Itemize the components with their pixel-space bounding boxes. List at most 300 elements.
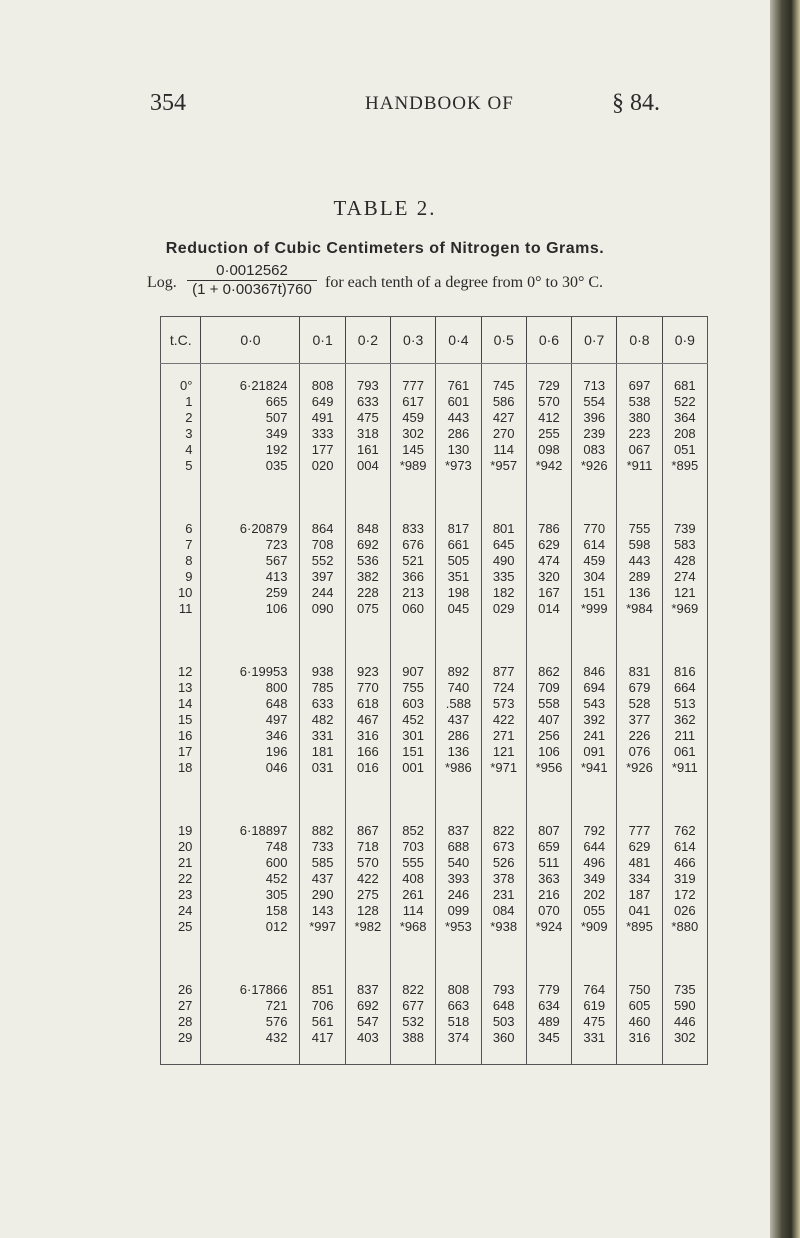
spacer-cell [161, 935, 201, 982]
temperature-cell: 3 [161, 426, 201, 442]
temperature-cell: 13 [161, 680, 201, 696]
spacer-cell [345, 474, 390, 521]
log-value-cell: 046 [201, 760, 300, 776]
spacer-cell [161, 617, 201, 664]
log-value-cell: 526 [481, 855, 526, 871]
log-value-cell: 181 [300, 744, 345, 760]
table-row [161, 919, 708, 935]
log-value-cell: 090 [300, 601, 345, 617]
log-value-cell: 331 [300, 728, 345, 744]
column-header: 0·2 [345, 317, 390, 364]
log-value-cell: 098 [526, 442, 571, 458]
log-value-cell: 143 [300, 903, 345, 919]
log-value-cell: 938 [300, 664, 345, 680]
spacer-cell [300, 776, 345, 823]
log-value-cell: 316 [617, 1030, 662, 1065]
log-value-cell: 360 [481, 1030, 526, 1065]
log-value-cell: 634 [526, 998, 571, 1014]
spacer-cell [161, 776, 201, 823]
spacer-cell [391, 776, 436, 823]
log-value-cell: 305 [201, 887, 300, 903]
log-value-cell: 877 [481, 664, 526, 680]
log-value-cell: 075 [345, 601, 390, 617]
spacer-cell [201, 617, 300, 664]
log-value-cell: 228 [345, 585, 390, 601]
spacer-cell [436, 617, 481, 664]
log-value-cell: 708 [300, 537, 345, 553]
log-value-cell: 437 [300, 871, 345, 887]
log-value-cell: 570 [345, 855, 390, 871]
log-value-cell: 320 [526, 569, 571, 585]
log-value-cell: 004 [345, 458, 390, 474]
log-value-cell: 629 [526, 537, 571, 553]
spacer-cell [201, 776, 300, 823]
log-value-cell: 663 [436, 998, 481, 1014]
spacer-cell [345, 935, 390, 982]
column-header: 0·6 [526, 317, 571, 364]
temperature-cell: 11 [161, 601, 201, 617]
formula-prefix: Log. [147, 274, 177, 291]
log-value-cell: 733 [300, 839, 345, 855]
log-value-cell: 723 [201, 537, 300, 553]
spacer-cell [526, 617, 571, 664]
log-value-cell: 745 [481, 378, 526, 394]
running-head [150, 90, 660, 130]
log-value-cell: 688 [436, 839, 481, 855]
group-spacer [161, 776, 708, 823]
table-row [161, 537, 708, 553]
log-value-cell: 380 [617, 410, 662, 426]
log-value-cell: 067 [617, 442, 662, 458]
log-value-cell: 807 [526, 823, 571, 839]
formula-numerator: 0·0012562 [187, 262, 317, 281]
log-value-cell: *938 [481, 919, 526, 935]
log-value-cell: 645 [481, 537, 526, 553]
log-value-cell: 459 [572, 553, 617, 569]
log-value-cell: *911 [617, 458, 662, 474]
log-value-cell: 538 [617, 394, 662, 410]
log-value-cell: *969 [662, 601, 707, 617]
log-value-cell: 270 [481, 426, 526, 442]
temperature-cell: 18 [161, 760, 201, 776]
log-value-cell: 573 [481, 696, 526, 712]
log-value-cell: 151 [572, 585, 617, 601]
table-row [161, 378, 708, 394]
log-value-cell: 618 [345, 696, 390, 712]
log-value-cell: 076 [617, 744, 662, 760]
log-value-cell: 518 [436, 1014, 481, 1030]
log-value-cell: 522 [662, 394, 707, 410]
spacer-cell [436, 474, 481, 521]
log-value-cell: 800 [201, 680, 300, 696]
log-value-cell: 664 [662, 680, 707, 696]
log-value-cell: 718 [345, 839, 390, 855]
log-value-cell: 614 [572, 537, 617, 553]
spacer-cell [436, 935, 481, 982]
log-value-cell: 226 [617, 728, 662, 744]
log-value-cell: 393 [436, 871, 481, 887]
log-value-cell: 862 [526, 664, 571, 680]
log-value-cell: 665 [201, 394, 300, 410]
table-row [161, 903, 708, 919]
log-value-cell: 099 [436, 903, 481, 919]
log-value-cell: 364 [662, 410, 707, 426]
temperature-cell: 19 [161, 823, 201, 839]
log-value-cell: 770 [345, 680, 390, 696]
temperature-cell: 6 [161, 521, 201, 537]
table-row [161, 410, 708, 426]
table-row [161, 1030, 708, 1065]
spacer-cell [572, 364, 617, 379]
log-value-cell: 256 [526, 728, 571, 744]
log-value-cell: 709 [526, 680, 571, 696]
log-value-cell: 673 [481, 839, 526, 855]
spacer-cell [481, 474, 526, 521]
spacer-cell [300, 364, 345, 379]
temperature-cell: 29 [161, 1030, 201, 1065]
page-edge [770, 0, 800, 1238]
table-row [161, 394, 708, 410]
spacer-cell [526, 364, 571, 379]
log-value-cell: 128 [345, 903, 390, 919]
log-value-cell: 407 [526, 712, 571, 728]
column-header: 0·4 [436, 317, 481, 364]
log-value-cell: 785 [300, 680, 345, 696]
log-value-cell: 474 [526, 553, 571, 569]
log-value-cell: 679 [617, 680, 662, 696]
log-value-cell: 540 [436, 855, 481, 871]
log-value-cell: 867 [345, 823, 390, 839]
log-value-cell: *895 [662, 458, 707, 474]
temperature-cell: 28 [161, 1014, 201, 1030]
log-value-cell: 290 [300, 887, 345, 903]
log-value-cell: 777 [617, 823, 662, 839]
log-value-cell: 432 [201, 1030, 300, 1065]
log-value-cell: 289 [617, 569, 662, 585]
log-value-cell: 692 [345, 998, 390, 1014]
log-value-cell: 779 [526, 982, 571, 998]
log-value-cell: 255 [526, 426, 571, 442]
log-value-cell: 793 [345, 378, 390, 394]
temperature-cell: 26 [161, 982, 201, 998]
log-value-cell: 677 [391, 998, 436, 1014]
log-value-cell: 6·21824 [201, 378, 300, 394]
log-value-cell: 761 [436, 378, 481, 394]
log-value-cell: 923 [345, 664, 390, 680]
log-value-cell: *989 [391, 458, 436, 474]
log-value-cell: *911 [662, 760, 707, 776]
log-value-cell: 437 [436, 712, 481, 728]
log-value-cell: 503 [481, 1014, 526, 1030]
temperature-cell: 9 [161, 569, 201, 585]
log-value-cell: 555 [391, 855, 436, 871]
log-value-cell: 246 [436, 887, 481, 903]
spacer-cell [436, 364, 481, 379]
log-value-cell: 060 [391, 601, 436, 617]
log-value-cell: 208 [662, 426, 707, 442]
log-value-cell: 349 [201, 426, 300, 442]
group-spacer [161, 617, 708, 664]
temperature-cell: 16 [161, 728, 201, 744]
spacer-cell [617, 776, 662, 823]
column-header: 0·1 [300, 317, 345, 364]
log-value-cell: 750 [617, 982, 662, 998]
log-value-cell: *953 [436, 919, 481, 935]
log-value-cell: 583 [662, 537, 707, 553]
log-value-cell: 466 [662, 855, 707, 871]
log-value-cell: 001 [391, 760, 436, 776]
spacer-cell [662, 935, 707, 982]
log-value-cell: 786 [526, 521, 571, 537]
table-row [161, 442, 708, 458]
log-value-cell: 547 [345, 1014, 390, 1030]
log-value-cell: 713 [572, 378, 617, 394]
log-value-cell: 6·18897 [201, 823, 300, 839]
temperature-cell: 24 [161, 903, 201, 919]
log-value-cell: 301 [391, 728, 436, 744]
log-value-cell: .588 [436, 696, 481, 712]
log-value-cell: 561 [300, 1014, 345, 1030]
formula-denominator: (1 + 0·00367t)760 [192, 281, 312, 298]
log-value-cell: 443 [617, 553, 662, 569]
log-value-cell: 681 [662, 378, 707, 394]
log-value-cell: 114 [481, 442, 526, 458]
log-value-cell: 241 [572, 728, 617, 744]
log-value-cell: 121 [662, 585, 707, 601]
log-value-cell: 136 [617, 585, 662, 601]
log-value-cell: 345 [526, 1030, 571, 1065]
log-value-cell: 603 [391, 696, 436, 712]
spacer-cell [345, 617, 390, 664]
log-value-cell: 558 [526, 696, 571, 712]
temperature-cell: 25 [161, 919, 201, 935]
table-row [161, 728, 708, 744]
log-value-cell: *986 [436, 760, 481, 776]
table-row [161, 1014, 708, 1030]
log-value-cell: 428 [662, 553, 707, 569]
spacer-cell [201, 935, 300, 982]
table-row [161, 696, 708, 712]
group-spacer [161, 364, 708, 379]
log-value-cell: 739 [662, 521, 707, 537]
spacer-cell [572, 935, 617, 982]
log-value-cell: 648 [201, 696, 300, 712]
log-value-cell: 026 [662, 903, 707, 919]
spacer-cell [481, 617, 526, 664]
log-value-cell: 605 [617, 998, 662, 1014]
log-value-cell: *909 [572, 919, 617, 935]
log-value-cell: 475 [345, 410, 390, 426]
spacer-cell [345, 776, 390, 823]
log-value-cell: 755 [617, 521, 662, 537]
log-value-cell: 600 [201, 855, 300, 871]
log-value-cell: 166 [345, 744, 390, 760]
log-value-cell: 020 [300, 458, 345, 474]
spacer-cell [526, 474, 571, 521]
log-value-cell: 213 [391, 585, 436, 601]
temperature-cell: 22 [161, 871, 201, 887]
table-row [161, 823, 708, 839]
log-value-cell: 362 [662, 712, 707, 728]
log-value-cell: *999 [572, 601, 617, 617]
spacer-cell [201, 474, 300, 521]
log-value-cell: 045 [436, 601, 481, 617]
spacer-cell [662, 474, 707, 521]
log-value-cell: 187 [617, 887, 662, 903]
log-value-cell: 543 [572, 696, 617, 712]
spacer-cell [617, 474, 662, 521]
log-value-cell: 661 [436, 537, 481, 553]
temperature-cell: 8 [161, 553, 201, 569]
log-value-cell: 041 [617, 903, 662, 919]
log-value-cell: 892 [436, 664, 481, 680]
table-row [161, 839, 708, 855]
spacer-cell [662, 617, 707, 664]
log-value-cell: 619 [572, 998, 617, 1014]
group-spacer [161, 935, 708, 982]
log-value-cell: 567 [201, 553, 300, 569]
log-value-cell: 822 [481, 823, 526, 839]
column-header: 0·5 [481, 317, 526, 364]
temperature-cell: 21 [161, 855, 201, 871]
group-spacer [161, 474, 708, 521]
log-value-cell: 130 [436, 442, 481, 458]
log-value-cell: 335 [481, 569, 526, 585]
column-header: 0·0 [201, 317, 300, 364]
log-value-cell: 346 [201, 728, 300, 744]
log-value-cell: 764 [572, 982, 617, 998]
spacer-cell [617, 364, 662, 379]
log-value-cell: 735 [662, 982, 707, 998]
table-row [161, 760, 708, 776]
log-value-cell: 302 [662, 1030, 707, 1065]
spacer-cell [526, 935, 571, 982]
spacer-cell [572, 474, 617, 521]
table-row [161, 426, 708, 442]
log-value-cell: 697 [617, 378, 662, 394]
spacer-cell [662, 364, 707, 379]
table-row [161, 521, 708, 537]
log-value-cell: 318 [345, 426, 390, 442]
log-value-cell: 837 [345, 982, 390, 998]
log-value-cell: 377 [617, 712, 662, 728]
log-value-cell: 491 [300, 410, 345, 426]
log-value-cell: 692 [345, 537, 390, 553]
formula-suffix: for each tenth of a degree from 0° to 30° C. [325, 274, 604, 291]
log-value-cell: 397 [300, 569, 345, 585]
spacer-cell [300, 935, 345, 982]
running-title: HANDBOOK OF [365, 93, 514, 114]
log-value-cell: 475 [572, 1014, 617, 1030]
log-value-cell: 511 [526, 855, 571, 871]
log-value-cell: 590 [662, 998, 707, 1014]
log-value-cell: 413 [201, 569, 300, 585]
log-value-cell: 521 [391, 553, 436, 569]
log-value-cell: 706 [300, 998, 345, 1014]
log-value-cell: 6·20879 [201, 521, 300, 537]
log-value-cell: 659 [526, 839, 571, 855]
log-value-cell: 091 [572, 744, 617, 760]
log-value-cell: 528 [617, 696, 662, 712]
log-value-cell: *971 [481, 760, 526, 776]
log-value-cell: 351 [436, 569, 481, 585]
log-value-cell: 793 [481, 982, 526, 998]
log-value-cell: 817 [436, 521, 481, 537]
temperature-cell: 4 [161, 442, 201, 458]
log-value-cell: 084 [481, 903, 526, 919]
spacer-cell [481, 776, 526, 823]
log-value-cell: 382 [345, 569, 390, 585]
log-value-cell: 363 [526, 871, 571, 887]
temperature-cell: 17 [161, 744, 201, 760]
log-value-cell: 319 [662, 871, 707, 887]
log-value-cell: 6·17866 [201, 982, 300, 998]
log-value-cell: 748 [201, 839, 300, 855]
log-value-cell: 261 [391, 887, 436, 903]
log-value-cell: 158 [201, 903, 300, 919]
log-value-cell: 482 [300, 712, 345, 728]
log-value-cell: 459 [391, 410, 436, 426]
table-row [161, 887, 708, 903]
temperature-cell: 20 [161, 839, 201, 855]
temperature-cell: 0° [161, 378, 201, 394]
log-value-cell: 740 [436, 680, 481, 696]
log-value-cell: *984 [617, 601, 662, 617]
table-row [161, 744, 708, 760]
log-value-cell: 302 [391, 426, 436, 442]
log-value-cell: 851 [300, 982, 345, 998]
log-value-cell: 729 [526, 378, 571, 394]
log-value-cell: 151 [391, 744, 436, 760]
log-value-cell: 396 [572, 410, 617, 426]
spacer-cell [617, 935, 662, 982]
log-value-cell: 513 [662, 696, 707, 712]
table-row [161, 712, 708, 728]
spacer-cell [300, 617, 345, 664]
log-value-cell: 554 [572, 394, 617, 410]
table-caption: Reduction of Cubic Centimeters of Nitrogen to Grams. [165, 240, 605, 257]
log-value-cell: 286 [436, 426, 481, 442]
table-row [161, 998, 708, 1014]
log-value-cell: 106 [526, 744, 571, 760]
log-value-cell: 586 [481, 394, 526, 410]
log-value-cell: 777 [391, 378, 436, 394]
log-value-cell: 031 [300, 760, 345, 776]
log-value-cell: *942 [526, 458, 571, 474]
spacer-cell [391, 935, 436, 982]
log-value-cell: 816 [662, 664, 707, 680]
log-value-cell: 452 [391, 712, 436, 728]
column-header: 0·8 [617, 317, 662, 364]
log-value-cell: *982 [345, 919, 390, 935]
log-value-cell: 629 [617, 839, 662, 855]
log-value-cell: 617 [391, 394, 436, 410]
log-value-cell: 598 [617, 537, 662, 553]
log-value-cell: 497 [201, 712, 300, 728]
log-value-cell: 676 [391, 537, 436, 553]
log-value-cell: 070 [526, 903, 571, 919]
log-value-cell: 822 [391, 982, 436, 998]
log-value-cell: 532 [391, 1014, 436, 1030]
log-value-cell: 422 [345, 871, 390, 887]
log-value-cell: *956 [526, 760, 571, 776]
spacer-cell [526, 776, 571, 823]
log-value-cell: 316 [345, 728, 390, 744]
log-value-cell: 121 [481, 744, 526, 760]
log-value-cell: 490 [481, 553, 526, 569]
log-value-cell: 231 [481, 887, 526, 903]
log-value-cell: 446 [662, 1014, 707, 1030]
